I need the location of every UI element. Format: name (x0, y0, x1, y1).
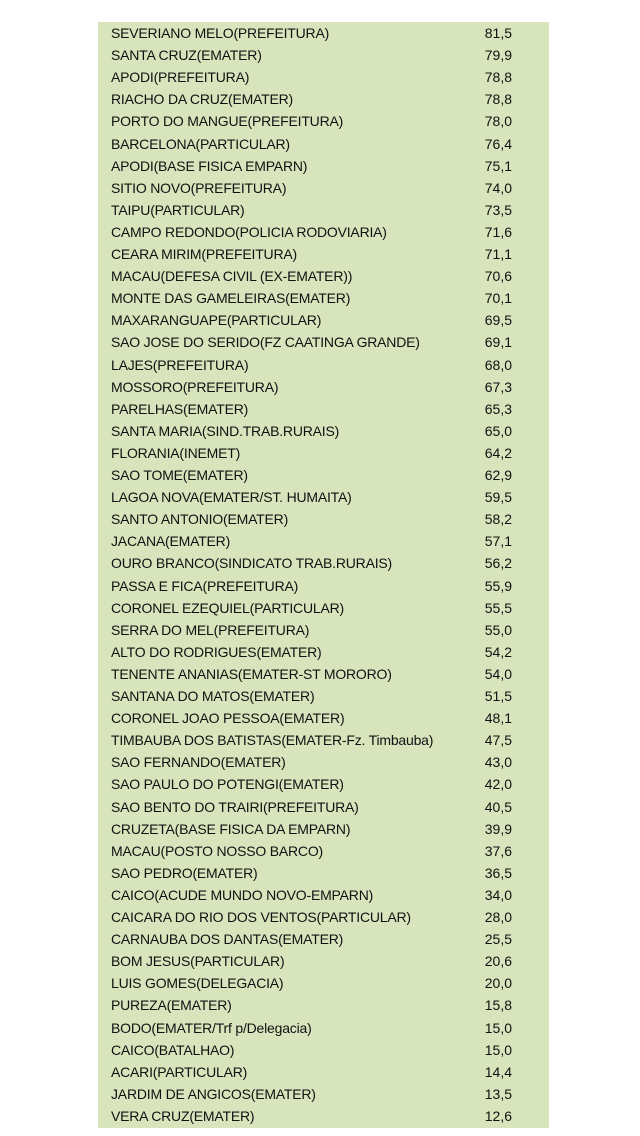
station-name: LAJES(PREFEITURA) (111, 356, 249, 373)
station-name: APODI(BASE FISICA EMPARN) (111, 157, 308, 174)
station-name: SERRA DO MEL(PREFEITURA) (111, 621, 310, 638)
station-name: ALTO DO RODRIGUES(EMATER) (111, 643, 322, 660)
station-name: RIACHO DA CRUZ(EMATER) (111, 91, 294, 108)
station-value: 36,5 (484, 864, 512, 881)
station-value: 67,3 (484, 378, 512, 395)
station-name: OURO BRANCO(SINDICATO TRAB.RURAIS) (111, 555, 393, 572)
table-row (98, 950, 549, 972)
table-row (98, 155, 549, 177)
table-row (98, 862, 549, 884)
station-name: LAGOA NOVA(EMATER/ST. HUMAITA) (111, 489, 352, 506)
station-value: 55,5 (484, 599, 512, 616)
station-value: 79,9 (484, 47, 512, 64)
table-row (98, 597, 549, 619)
station-value: 78,0 (484, 113, 512, 130)
station-name: CAICO(ACUDE MUNDO NOVO-EMPARN) (111, 886, 374, 903)
station-name: FLORANIA(INEMET) (111, 444, 241, 461)
station-value: 51,5 (484, 688, 512, 704)
station-value: 54,2 (484, 643, 512, 660)
station-name: MACAU(DEFESA CIVIL (EX-EMATER)) (111, 268, 353, 285)
station-name: PORTO DO MANGUE(PREFEITURA) (111, 113, 344, 130)
table-row (98, 309, 549, 331)
station-value: 68,0 (484, 356, 512, 373)
station-value: 57,1 (484, 533, 512, 550)
table-row (98, 221, 549, 243)
station-name: JARDIM DE ANGICOS(EMATER) (111, 1085, 316, 1102)
station-value: 56,2 (484, 555, 512, 572)
station-name: PARELHAS(EMATER) (111, 400, 249, 417)
station-name: CRUZETA(BASE FISICA DA EMPARN) (111, 820, 351, 837)
table-row (98, 575, 549, 597)
station-name: MAXARANGUAPE(PARTICULAR) (111, 312, 322, 329)
station-value: 70,1 (484, 290, 512, 307)
station-name: TAIPU(PARTICULAR) (111, 201, 245, 218)
station-name: SANTA CRUZ(EMATER) (111, 47, 262, 64)
station-value: 75,1 (484, 157, 512, 174)
table-row (98, 442, 549, 464)
station-name: SAO JOSE DO SERIDO(FZ CAATINGA GRANDE) (111, 334, 420, 351)
table-row (98, 552, 549, 574)
table-row (98, 177, 549, 199)
station-value: 71,6 (484, 223, 512, 240)
station-name: SAO BENTO DO TRAIRI(PREFEITURA) (111, 798, 359, 815)
table-row (98, 972, 549, 994)
table-row (98, 685, 549, 707)
station-value: 15,8 (484, 997, 512, 1014)
station-value: 78,8 (484, 91, 512, 108)
station-value: 34,0 (484, 886, 512, 903)
table-row (98, 133, 549, 155)
station-name: SAO PEDRO(EMATER) (111, 864, 258, 881)
table-row (98, 818, 549, 840)
station-value: 20,0 (484, 975, 512, 992)
station-value: 76,4 (484, 135, 512, 152)
station-value: 13,5 (484, 1085, 512, 1102)
station-name: BARCELONA(PARTICULAR) (111, 135, 290, 152)
station-value: 48,1 (484, 710, 512, 727)
station-name: VERA CRUZ(EMATER) (111, 1107, 255, 1124)
table-row (98, 420, 549, 442)
station-name: MONTE DAS GAMELEIRAS(EMATER) (111, 290, 351, 307)
station-value: 69,5 (484, 312, 512, 329)
table-row (98, 287, 549, 309)
table-row (98, 486, 549, 508)
station-value: 25,5 (484, 931, 512, 948)
station-value: 15,0 (484, 1019, 512, 1036)
station-value: 70,6 (484, 268, 512, 285)
station-name: PASSA E FICA(PREFEITURA) (111, 577, 299, 594)
station-value: 15,0 (484, 1041, 512, 1058)
table-row (98, 88, 549, 110)
table-row (98, 1039, 549, 1061)
station-value: 73,5 (484, 201, 512, 218)
station-name: SAO PAULO DO POTENGI(EMATER) (111, 776, 344, 793)
station-name: ACARI(PARTICULAR) (111, 1063, 248, 1080)
station-value: 58,2 (484, 511, 512, 528)
station-value: 65,3 (484, 400, 512, 417)
station-value: 28,0 (484, 909, 512, 925)
station-value: 47,5 (484, 732, 512, 749)
table-row (98, 840, 549, 862)
table-row (98, 1083, 549, 1105)
station-value: 54,0 (484, 665, 512, 682)
table-row (98, 906, 549, 928)
table-row (98, 464, 549, 486)
table-row (98, 641, 549, 663)
station-value: 62,9 (484, 467, 512, 483)
table-row (98, 773, 549, 795)
station-name: APODI(PREFEITURA) (111, 69, 250, 86)
table-row (98, 729, 549, 751)
data-table (98, 22, 549, 1128)
table-row (98, 1105, 549, 1127)
table-row (98, 1061, 549, 1083)
station-value: 74,0 (484, 179, 512, 196)
table-row (98, 530, 549, 552)
station-value: 55,0 (484, 621, 512, 638)
station-value: 69,1 (484, 334, 512, 351)
station-name: CAICARA DO RIO DOS VENTOS(PARTICULAR) (111, 909, 411, 925)
station-name: BOM JESUS(PARTICULAR) (111, 953, 285, 970)
station-name: JACANA(EMATER) (111, 533, 231, 550)
station-value: 14,4 (484, 1063, 512, 1080)
station-name: BODO(EMATER/Trf p/Delegacia) (111, 1019, 312, 1036)
station-name: LUIS GOMES(DELEGACIA) (111, 975, 284, 992)
table-row (98, 707, 549, 729)
station-name: SITIO NOVO(PREFEITURA) (111, 179, 287, 196)
table-row (98, 66, 549, 88)
station-name: CARNAUBA DOS DANTAS(EMATER) (111, 931, 344, 948)
table-row (98, 199, 549, 221)
station-name: CEARA MIRIM(PREFEITURA) (111, 246, 297, 262)
table-row (98, 243, 549, 265)
table-row (98, 1017, 549, 1039)
station-value: 42,0 (484, 776, 512, 793)
table-row (98, 376, 549, 398)
table-row (98, 884, 549, 906)
station-value: 40,5 (484, 798, 512, 815)
table-row (98, 265, 549, 287)
table-row (98, 354, 549, 376)
station-value: 20,6 (484, 953, 512, 970)
station-value: 12,6 (484, 1107, 512, 1124)
station-name: SAO TOME(EMATER) (111, 467, 248, 483)
station-value: 64,2 (484, 444, 512, 461)
station-value: 78,8 (484, 69, 512, 86)
table-row (98, 994, 549, 1016)
table-row (98, 796, 549, 818)
table-row (98, 398, 549, 420)
station-value: 43,0 (484, 754, 512, 771)
table-row (98, 331, 549, 353)
station-name: SANTO ANTONIO(EMATER) (111, 511, 289, 528)
station-value: 71,1 (484, 246, 512, 262)
station-name: PUREZA(EMATER) (111, 997, 232, 1014)
table-row (98, 110, 549, 132)
station-name: TIMBAUBA DOS BATISTAS(EMATER-Fz. Timbauba) (111, 732, 434, 749)
station-value: 65,0 (484, 422, 512, 439)
station-name: CAICO(BATALHAO) (111, 1041, 235, 1058)
table-row (98, 44, 549, 66)
table-row (98, 663, 549, 685)
station-name: SANTANA DO MATOS(EMATER) (111, 688, 315, 704)
station-value: 59,5 (484, 489, 512, 506)
table-row (98, 619, 549, 641)
station-value: 81,5 (484, 25, 512, 41)
station-name: SAO FERNANDO(EMATER) (111, 754, 286, 771)
station-name: SANTA MARIA(SIND.TRAB.RURAIS) (111, 422, 340, 439)
station-name: CORONEL EZEQUIEL(PARTICULAR) (111, 599, 344, 616)
station-name: MOSSORO(PREFEITURA) (111, 378, 279, 395)
station-name: CAMPO REDONDO(POLICIA RODOVIARIA) (111, 223, 387, 240)
station-value: 37,6 (484, 842, 512, 859)
station-name: CORONEL JOAO PESSOA(EMATER) (111, 710, 345, 727)
station-name: MACAU(POSTO NOSSO BARCO) (111, 842, 323, 859)
table-row (98, 22, 549, 44)
table-row (98, 751, 549, 773)
station-value: 55,9 (484, 577, 512, 594)
station-name: SEVERIANO MELO(PREFEITURA) (111, 25, 330, 41)
station-value: 39,9 (484, 820, 512, 837)
table-row (98, 508, 549, 530)
table-row (98, 928, 549, 950)
station-name: TENENTE ANANIAS(EMATER-ST MORORO) (111, 665, 392, 682)
